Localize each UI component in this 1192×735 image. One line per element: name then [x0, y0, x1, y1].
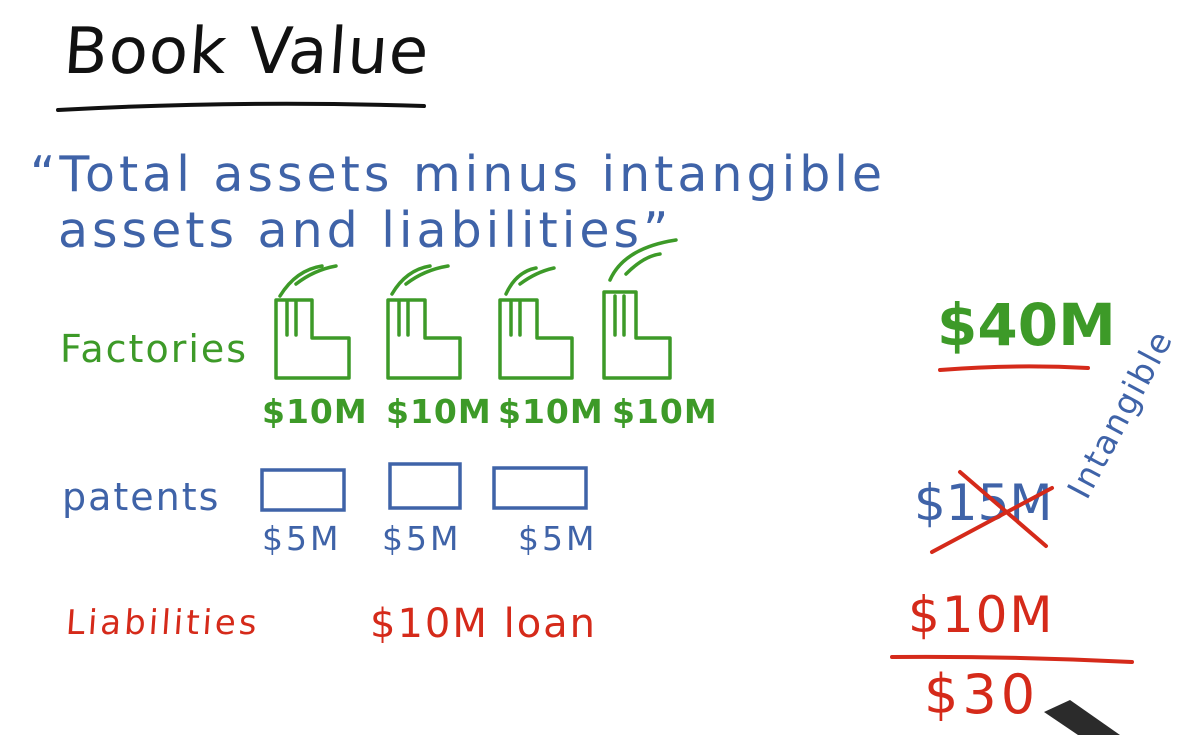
- factory-icon-3: [500, 268, 572, 378]
- definition-quote-line-1: “Total assets minus intangible: [30, 146, 887, 203]
- liabilities-subtotal-value: $10M: [908, 586, 1055, 644]
- total-assets-underline: [940, 366, 1088, 370]
- page-title: Book Value: [61, 15, 432, 89]
- book-value-result: $30: [924, 663, 1040, 726]
- factory-value-3: $10M: [498, 392, 604, 431]
- patent-icon-2: [390, 464, 460, 508]
- patent-value-1: $5M: [262, 519, 342, 558]
- patent-value-2: $5M: [382, 519, 462, 558]
- factory-value-1: $10M: [262, 392, 368, 431]
- intangible-assets-value: $15M: [914, 474, 1053, 532]
- patent-icon-1: [262, 470, 344, 510]
- definition-quote-line-2: assets and liabilities”: [58, 202, 673, 259]
- factory-value-2: $10M: [386, 392, 492, 431]
- patent-value-3: $5M: [518, 519, 598, 558]
- factories-label: Factories: [60, 327, 249, 371]
- patents-label: patents: [62, 475, 221, 519]
- liabilities-label: Liabilities: [64, 603, 261, 643]
- patent-icon-3: [494, 468, 586, 508]
- pen-cursor-icon: [1044, 700, 1120, 735]
- total-assets-value: $40M: [937, 291, 1116, 359]
- factory-icon-2: [388, 266, 460, 378]
- factory-icon-1: [276, 266, 349, 378]
- title-underline: [58, 104, 424, 110]
- intangible-crossout: [932, 472, 1052, 552]
- factory-value-4: $10M: [612, 392, 718, 431]
- liabilities-value: $10M loan: [370, 601, 598, 647]
- sum-line: [892, 657, 1132, 662]
- factory-icon-4: [604, 240, 676, 378]
- intangible-annotation: Intangible: [1059, 323, 1181, 505]
